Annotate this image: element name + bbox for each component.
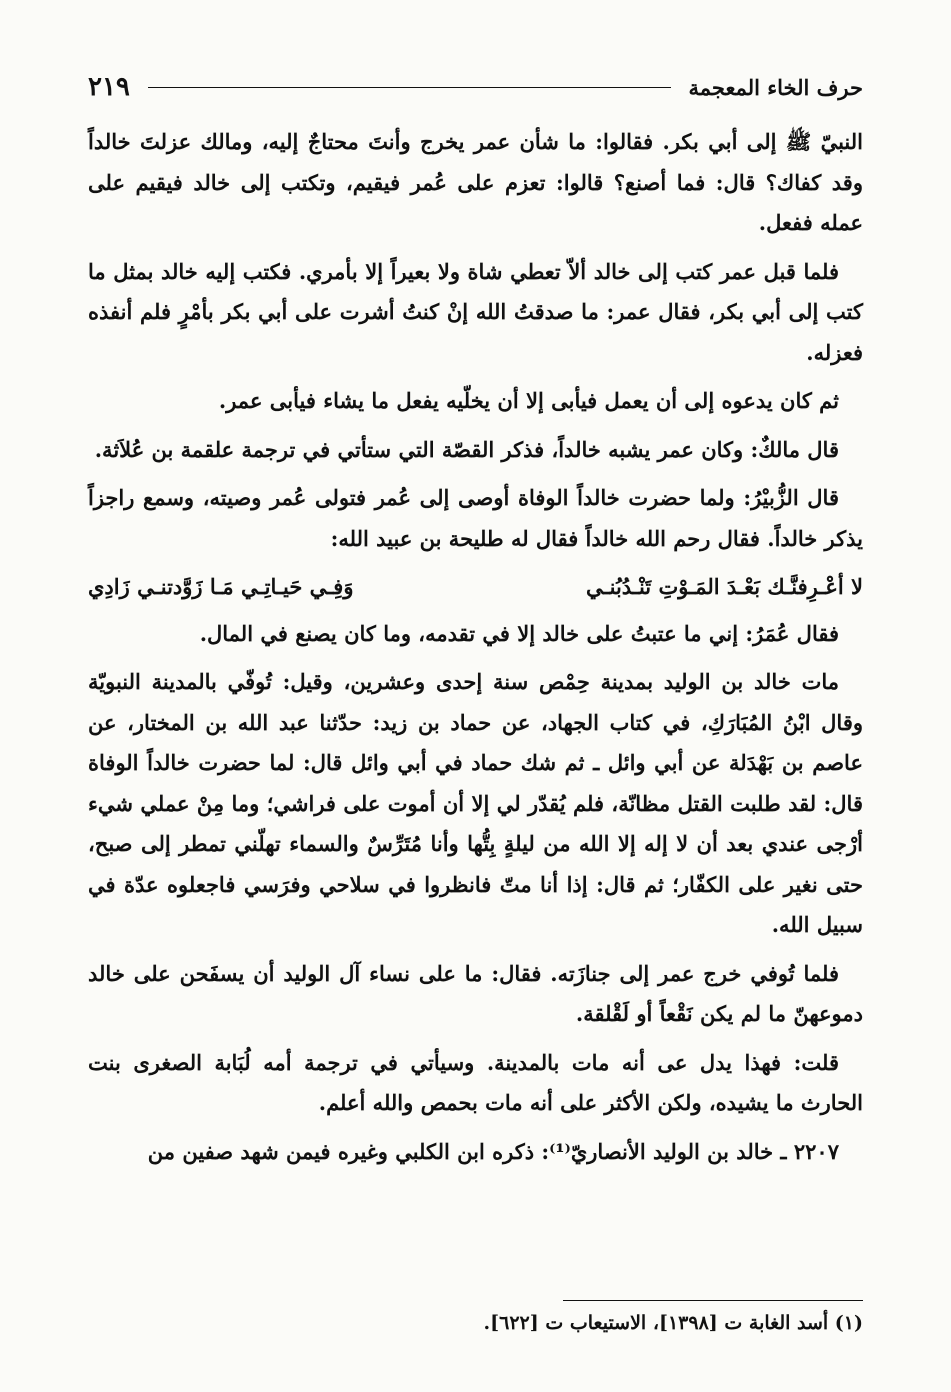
paragraph: فلما تُوفي خرج عمر إلى جنازَته. فقال: ما على نساء آل الوليد أن يسفَحن على خالد دموعهنّ ما لم يكن نَقْعاً أو لَقْلقة. (88, 960, 863, 1026)
paragraph: قال الزُّبيْرُ: ولما حضرت خالداً الوفاة أوصى إلى عُمر فتولى عُمر وصيته، وسمع راجزاً يذكر خالداً. فقال رحم الله خالداً فقال له طليحة بن عبيد الله: (88, 485, 863, 551)
paragraph: ثم كان يدعوه إلى أن يعمل فيأبى إلا أن يخلّيه يفعل ما يشاء فيأبى عمر. (218, 388, 839, 413)
paragraph: النبيّ ﷺ إلى أبي بكر. فقالوا: ما شأن عمر يخرج وأنتَ محتاجٌ إليه، ومالك عزلتَ خالداً وقد كفاك؟ قال: فما أصنع؟ قالوا: تعزم على عُمر فيقيم، وتكتب إلى خالد فيقيم على عمله ففعل. (88, 129, 863, 235)
footnote-rule (563, 1300, 863, 1301)
paragraph: قال مالكٌ: وكان عمر يشبه خالداً، فذكر القصّة التي ستأتي في ترجمة علقمة بن عُلاَثة. (94, 436, 839, 462)
footnote: (١) أسد الغابة ت [١٣٩٨]، الاستيعاب ت [٦٢٢]. (483, 1312, 863, 1334)
paragraph: فلما قبل عمر كتب إلى خالد ألاّ تعطي شاة ولا بعيراً إلا بأمري. فكتب إليه خالد بمثل ما كتب إلى أبي بكر، فقال عمر: ما صدقتُ الله إنْ كنتُ أشرت على أبي بكر بأمْرٍ فلم أنفذه فعزله. (88, 258, 863, 365)
page-header (88, 62, 863, 112)
page-number: ٢١٩ (88, 72, 130, 102)
running-title: حرف الخاء المعجمة (688, 74, 863, 100)
verse-first-hemistich: لا أعْـرِفنَّـك بَعْـدَ المَـوْتِ تَنْـدُبُنـي (585, 574, 863, 599)
entry-heading-paragraph: ٢٢٠٧ ـ خالد بن الوليد الأنصاريّ⁽¹⁾: ذكره ابن الكلبي وغيره فيمن شهد صفين من (147, 1138, 839, 1164)
paragraph: مات خالد بن الوليد بمدينة حِمْص سنة إحدى وعشرين، وقيل: تُوفّي بالمدينة النبويّة وقال ابْنُ المُبَارَكِ، في كتاب الجهاد، عن حماد بن زيد: حدّثنا عبد الله بن المختار، عن عاصم بن بَهْدَلة عن أبي وائل ـ ثم شك حماد في أبي وائل قال: لما حضرت خالداً الوفاة قال: لقد طلبت القتل مظانّة، فلم يُقدّر لي إلا أن أموت على فراشي؛ وما مِنْ عملي شيء أرْجى عندي بعد أن لا إله إلا الله من ليلةٍ بِتُّها وأنا مُتَرِّسٌ والسماء تهلّني تمطر إلى صبح، حتى نغير على الكفّار؛ ثم قال: إذا أنا متّ فانظروا في سلاحي وفرَسي فاجعلوه عدّة في سبيل الله. (88, 669, 863, 937)
main-text (88, 122, 863, 1180)
header-rule (148, 87, 671, 88)
paragraph: فقال عُمَرُ: إني ما عتبتُ على خالد إلا في تقدمه، وما كان يصنع في المال. (199, 620, 839, 646)
poetry-verse (88, 567, 863, 608)
paragraph: قلت: فهذا يدل عى أنه مات بالمدينة. وسيأتي في ترجمة أمه لُبَابة الصغرى بنت الحارث ما يشيده، ولكن الأكثر على أنه مات بحمص والله أعلم. (88, 1049, 863, 1115)
verse-second-hemistich: وَفِـي حَيـاتِـي مَـا زَوَّدتنـي زَادِي (88, 574, 354, 599)
